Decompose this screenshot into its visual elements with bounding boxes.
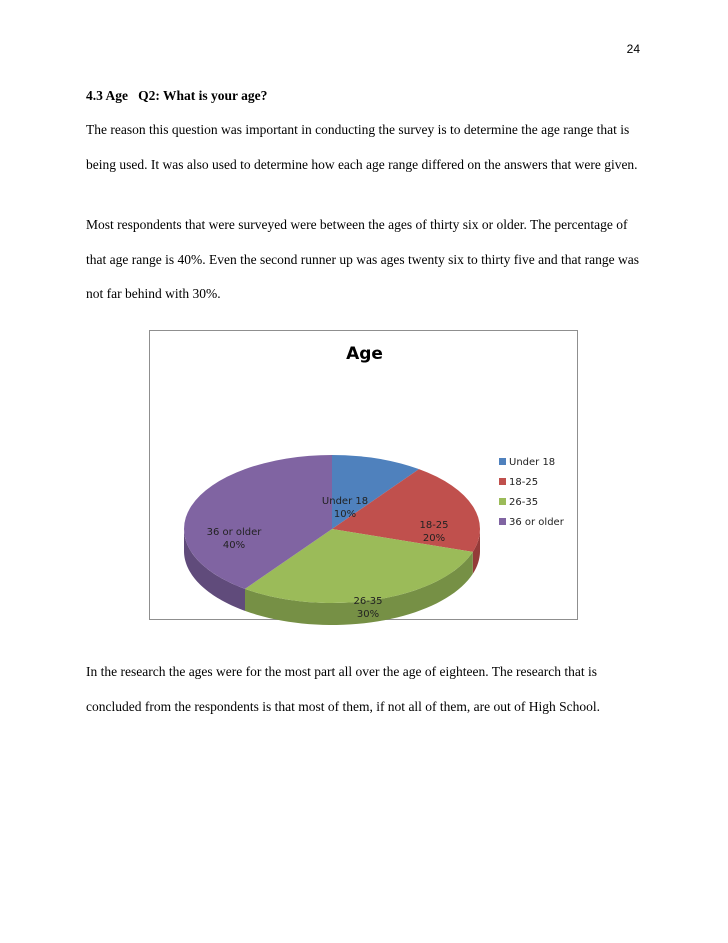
legend-swatch xyxy=(499,518,506,525)
legend-swatch xyxy=(499,498,506,505)
legend-item-26-35 xyxy=(499,496,538,510)
legend-item-under-18 xyxy=(499,456,555,470)
legend-label: Under 18 xyxy=(509,457,556,468)
section-heading: 4.3 Age Q2: What is your age? xyxy=(86,88,268,103)
legend-swatch xyxy=(499,458,506,465)
slice-label-percent: 20% xyxy=(422,533,446,544)
legend-item-36-or-older xyxy=(499,516,564,530)
slice-label-category: 36 or older xyxy=(206,527,262,538)
slice-label-category: 18-25 xyxy=(419,520,449,531)
legend-swatch xyxy=(499,478,506,485)
slice-label-category: 26-35 xyxy=(353,596,383,607)
paragraph-conclusion: In the research the ages were for the most part all over the age of eighteen. The research that is concluded from the respondents is that most of them, if not all of them, are out of High School. xyxy=(86,664,601,714)
legend-label: 26-35 xyxy=(509,497,539,508)
chart-title: Age xyxy=(346,344,383,364)
slice-label-percent: 10% xyxy=(333,509,357,520)
legend-item-18-25 xyxy=(499,476,538,490)
legend-label: 36 or older xyxy=(509,517,564,528)
legend-label: 18-25 xyxy=(509,477,539,488)
slice-label-percent: 30% xyxy=(356,609,380,620)
age-pie-chart xyxy=(149,330,578,620)
slice-label-category: Under 18 xyxy=(321,496,369,507)
slice-label-percent: 40% xyxy=(222,540,246,551)
paragraph-purpose: The reason this question was important in conducting the survey is to determine the age range that is being used. It was also used to determine how each age range differed on the answers that were given. xyxy=(86,122,638,172)
page-number: 24 xyxy=(626,42,640,56)
paragraph-findings: Most respondents that were surveyed were between the ages of thirty six or older. The percentage of that age range is 40%. Even the second runner up was ages twenty six to thirty five and that range was not far behind with 30%. xyxy=(86,217,639,302)
